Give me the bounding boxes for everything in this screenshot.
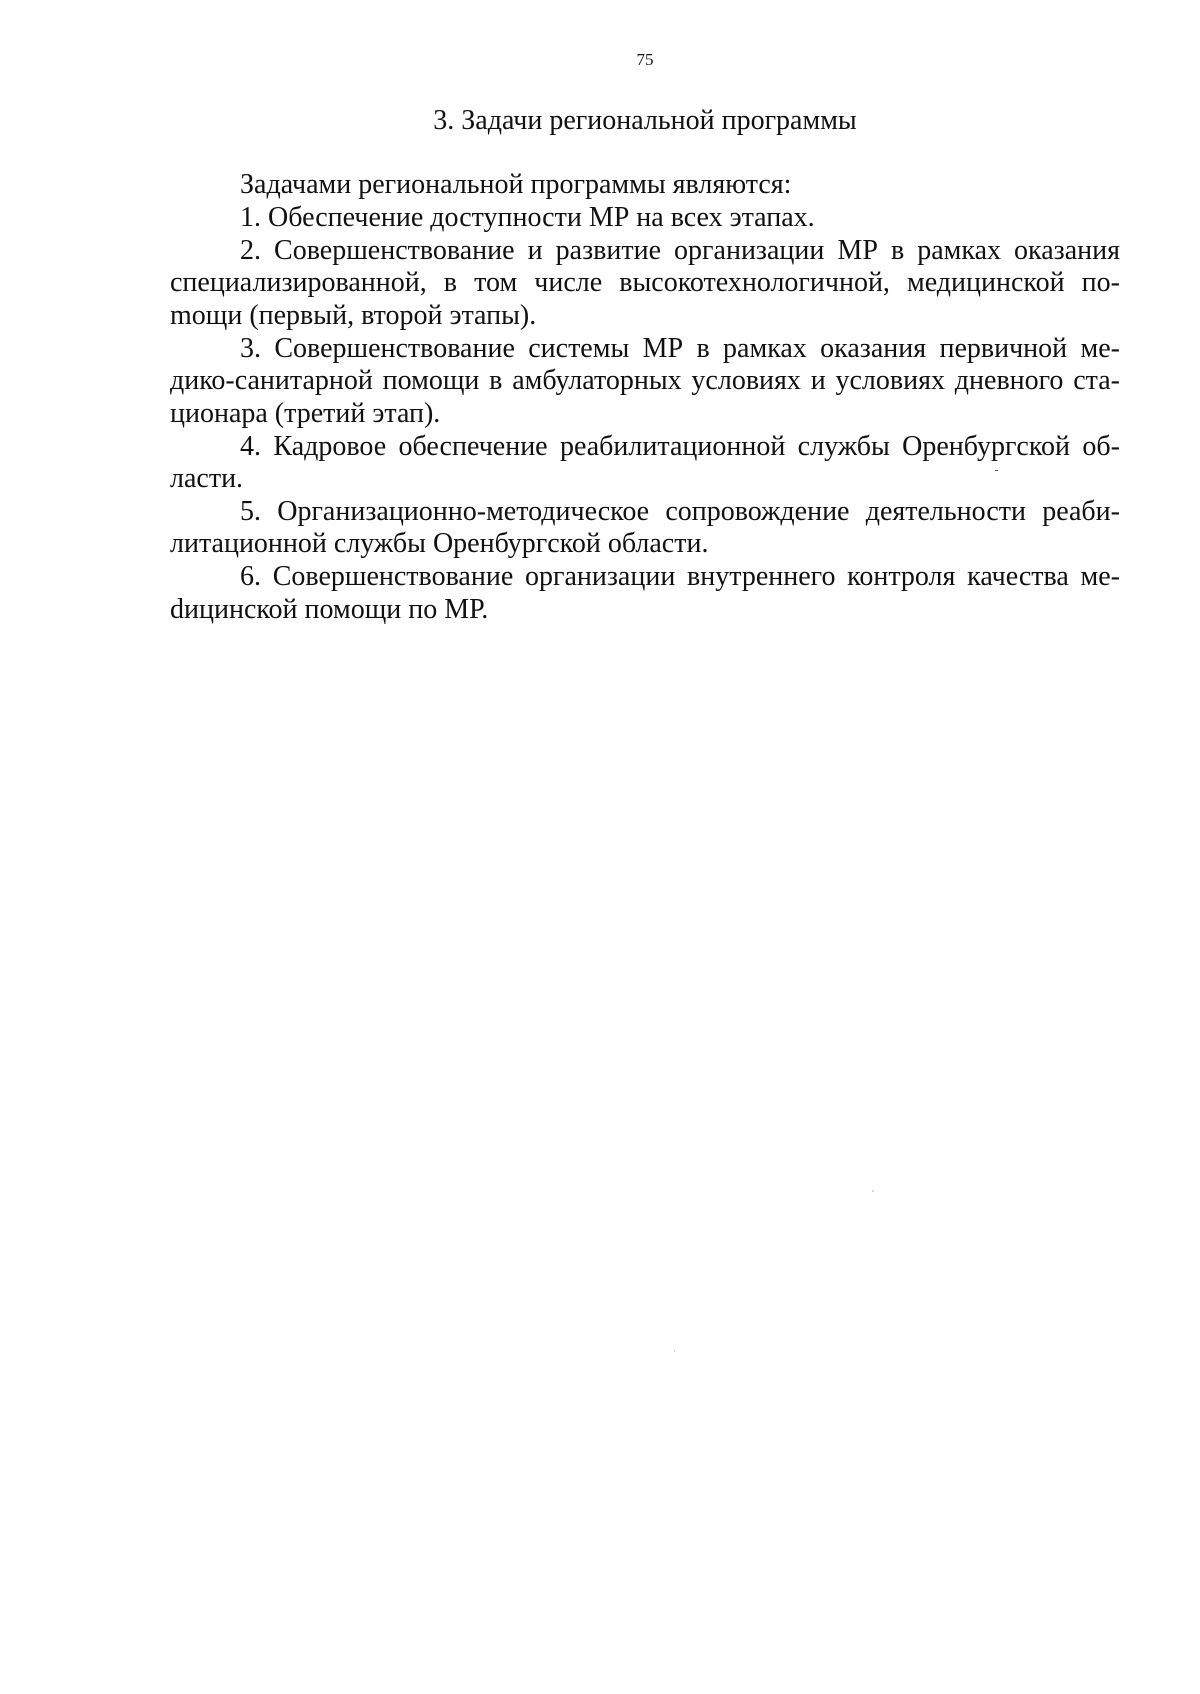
task-item-6: 6. Совершенствование организации внутреннего контроля качества меdицинской помощи по МР. xyxy=(170,561,1120,625)
task-item-2: 2. Совершенствование и развитие организации МР в рамках оказания специализированной, в том числе высокотехнологичной, медицинской поmощи (первый, второй этапы). xyxy=(170,235,1120,331)
task-item-5: 5. Организационно-методическое сопровождение деятельности реабилитационной службы Оренбургской области. xyxy=(170,496,1120,560)
task-item-1: 1. Обеспечение доступности МР на всех этапах. xyxy=(240,202,815,233)
section-title: 3. Задачи региональной программы xyxy=(433,105,857,136)
task-item-4: 4. Кадровое обеспечение реабилитационной службы Оренбургской области. xyxy=(170,430,1120,495)
scan-speck xyxy=(872,1190,874,1192)
intro-paragraph: Задачами региональной программы являются: xyxy=(240,169,792,200)
scan-speck xyxy=(674,1350,675,1352)
scan-speck xyxy=(995,470,998,471)
page-number: 75 xyxy=(636,50,654,69)
task-item-3: 3. Совершенствование системы МР в рамках оказания первичной медико-санитарной помощи в амбулаторных условиях и условиях дневного стационара (третий этап). xyxy=(170,332,1120,429)
body-text xyxy=(170,169,1120,627)
